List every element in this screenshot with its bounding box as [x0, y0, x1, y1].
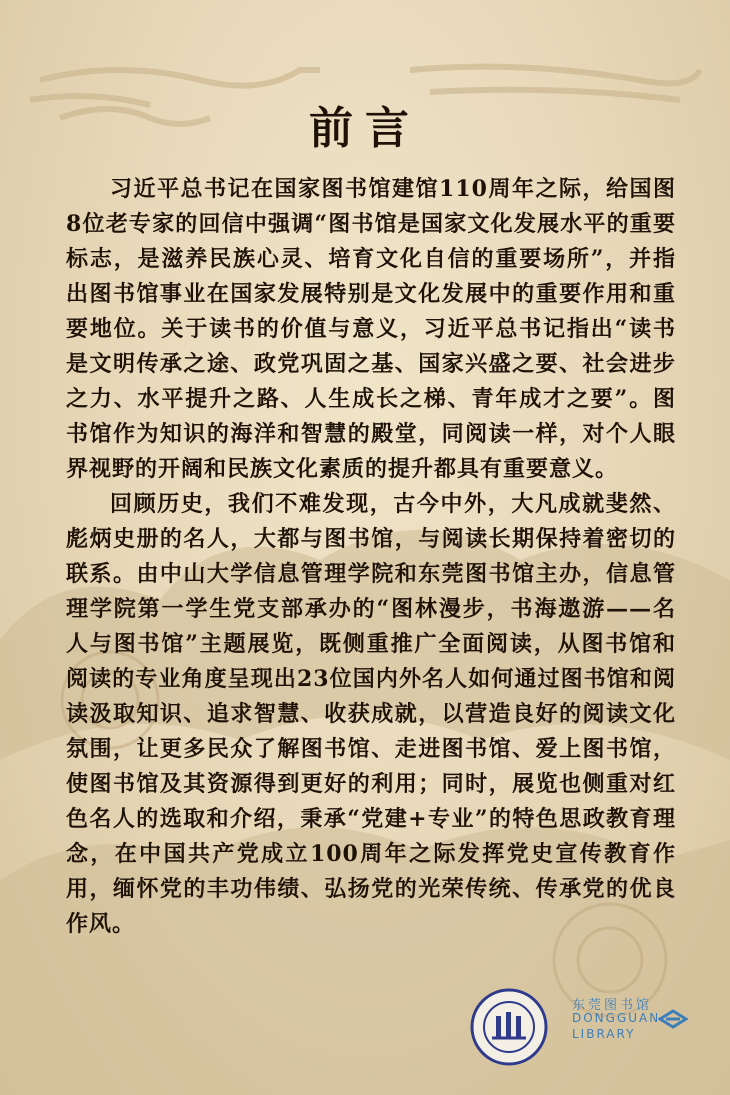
preface-body [66, 172, 676, 942]
sysu-school-seal-logo [470, 988, 548, 1066]
dongguan-library-en-2: LIBRARY [572, 1027, 636, 1041]
dongguan-library-logo [566, 994, 706, 1044]
dongguan-library-en-1: DONGGUAN [572, 1011, 661, 1025]
paragraph-2: 回顾历史，我们不难发现，古今中外，大凡成就斐然、彪炳史册的名人，大都与图书馆，与阅读长期保持着密切的联系。由中山大学信息管理学院和东莞图书馆主办，信息管理学院第一学生党支部承办的“图林漫步，书海遨游——名人与图书馆”主题展览，既侧重推广全面阅读，从图书馆和阅读的专业角度呈现出23位国内外名人如何通过图书馆和阅读汲取知识、追求智慧、收获成就，以营造良好的阅读文化氛围，让更多民众了解图书馆、走进图书馆、爱上图书馆，使图书馆及其资源得到更好的利用；同时，展览也侧重对红色名人的选取和介绍，秉承“党建+专业”的特色思政教育理念，在中国共产党成立100周年之际发挥党史宣传教育作用，缅怀党的丰功伟绩、弘扬党的光荣传统、传承党的优良作风。 [66, 491, 676, 937]
dongguan-library-cn: 东莞图书馆 [572, 998, 653, 1013]
paragraph-1: 习近平总书记在国家图书馆建馆110周年之际，给国图8位老专家的回信中强调“图书馆是国家文化发展水平的重要标志，是滋养民族心灵、培育文化自信的重要场所”，并指出图书馆事业在国家发展特别是文化发展中的重要作用和重要地位。关于读书的价值与意义，习近平总书记指出“读书是文明传承之途、政党巩固之基、国家兴盛之要、社会进步之力、水平提升之路、人生成长之梯、青年成才之要”。图书馆作为知识的海洋和智慧的殿堂，同阅读一样，对个人眼界视野的开阔和民族文化素质的提升都具有重要意义。 [66, 176, 676, 482]
page-title: 前言 [309, 103, 421, 154]
book-icon [658, 1008, 688, 1030]
